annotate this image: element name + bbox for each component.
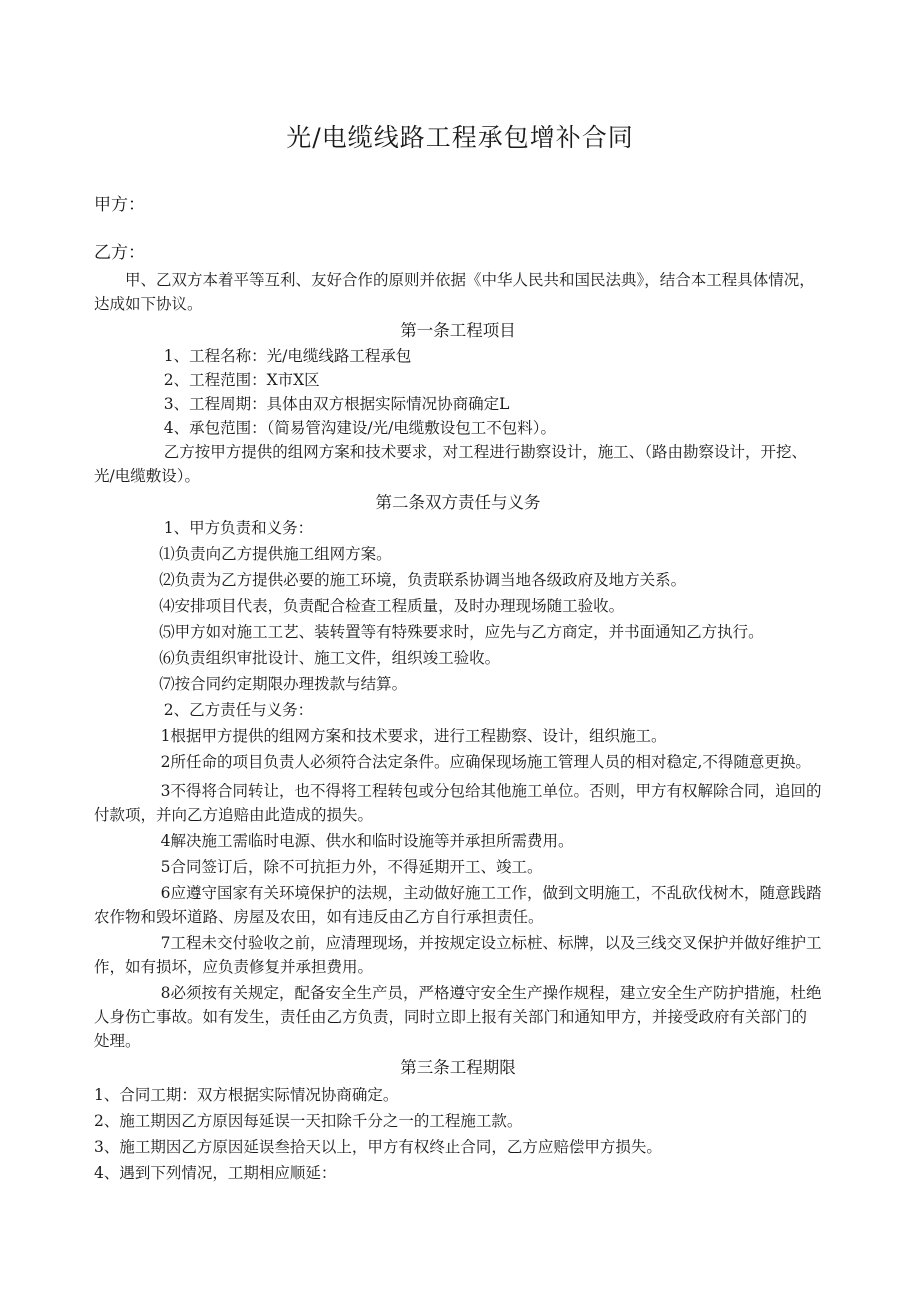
party-b-duty-item: 1根据甲方提供的组网方案和技术要求，进行工程勘察、设计，组织施工。 xyxy=(160,727,667,745)
article3-item: 3、施工期因乙方原因延误叁拾天以上，甲方有权终止合同，乙方应赔偿甲方损失。 xyxy=(94,1138,662,1156)
article1-paragraph: 乙方按甲方提供的组网方案和技术要求，对工程进行勘察设计，施工、（路由勘察设计，开挖、光/电缆敷设）。 xyxy=(94,443,808,485)
document-title: 光/电缆线路工程承包增补合同 xyxy=(286,123,634,152)
party-a-label: 甲方： xyxy=(94,195,145,215)
article3-heading: 第三条工程期限 xyxy=(400,1058,516,1077)
party-b-duties-heading: 2、乙方责任与义务： xyxy=(163,701,314,719)
intro-paragraph: 甲、乙双方本着平等互利、友好合作的原则并依据《中华人民共和国民法典》，结合本工程具体情况，达成如下协议。 xyxy=(94,271,815,313)
article1-item: 1、工程名称：光/电缆线路工程承包 xyxy=(163,347,412,365)
article3-item: 1、合同工期：双方根据实际情况协商确定。 xyxy=(94,1086,399,1104)
party-a-duty-item: ⑴负责向乙方提供施工组网方案。 xyxy=(159,545,392,563)
party-a-duty-item: ⑸甲方如对施工工艺、装转置等有特殊要求时，应先与乙方商定，并书面通知乙方执行。 xyxy=(159,623,764,641)
article1-item: 2、工程范围：X市X区 xyxy=(163,371,320,389)
party-b-label: 乙方： xyxy=(94,243,145,263)
article2-heading: 第二条双方责任与义务 xyxy=(375,493,541,512)
party-b-duty-item: 5合同签订后，除不可抗拒力外，不得延期开工、竣工。 xyxy=(160,858,543,876)
article1-heading: 第一条工程项目 xyxy=(400,321,516,340)
party-b-duty-item: 4解决施工需临时电源、供水和临时设施等并承担所需费用。 xyxy=(160,832,574,850)
article1-item: 3、工程周期：具体由双方根据实际情况协商确定L xyxy=(163,395,510,413)
party-a-duties-heading: 1、甲方负责和义务： xyxy=(163,519,314,537)
party-b-duty-item: 2所任命的项目负责人必须符合法定条件。应确保现场施工管理人员的相对稳定,不得随意更换。 xyxy=(160,753,811,771)
article1-item: 4、承包范围：（简易管沟建设/光/电缆敷设包工不包料）。 xyxy=(163,419,557,437)
party-b-duty-item: 6应遵守国家有关环境保护的法规，主动做好施工工作，做到文明施工，不乱砍伐树木，随意践踏农作物和毁坏道路、房屋及农田，如有违反由乙方自行承担责任。 xyxy=(94,884,822,926)
party-a-duty-item: ⑷安排项目代表，负责配合检查工程质量，及时办理现场随工验收。 xyxy=(159,597,625,615)
contract-body xyxy=(94,268,822,1185)
party-b-duty-item: 8必须按有关规定，配备安全生产员，严格遵守安全生产操作规程，建立安全生产防护措施，杜绝人身伤亡事故。如有发生，责任由乙方负责，同时立即上报有关部门和通知甲方，并接受政府有关部门的处理。 xyxy=(94,984,822,1050)
party-a-duty-item: ⑹负责组织审批设计、施工文件，组织竣工验收。 xyxy=(159,649,501,667)
party-b-duty-item: 7工程未交付验收之前，应清理现场，并按规定设立标桩、标牌，以及三线交叉保护并做好维护工作，如有损坏，应负责修复并承担费用。 xyxy=(94,934,822,976)
party-a-duty-item: ⑵负责为乙方提供必要的施工环境，负责联系协调当地各级政府及地方关系。 xyxy=(159,571,687,589)
article3-item: 2、施工期因乙方原因每延误一天扣除千分之一的工程施工款。 xyxy=(94,1112,523,1130)
party-b-duty-item: 3不得将合同转让，也不得将工程转包或分包给其他施工单位。否则，甲方有权解除合同，追回的付款项，并向乙方追赔由此造成的损失。 xyxy=(94,782,822,824)
article3-item: 4、遇到下列情况，工期相应顺延： xyxy=(94,1164,337,1182)
party-a-duty-item: ⑺按合同约定期限办理拨款与结算。 xyxy=(159,675,408,693)
